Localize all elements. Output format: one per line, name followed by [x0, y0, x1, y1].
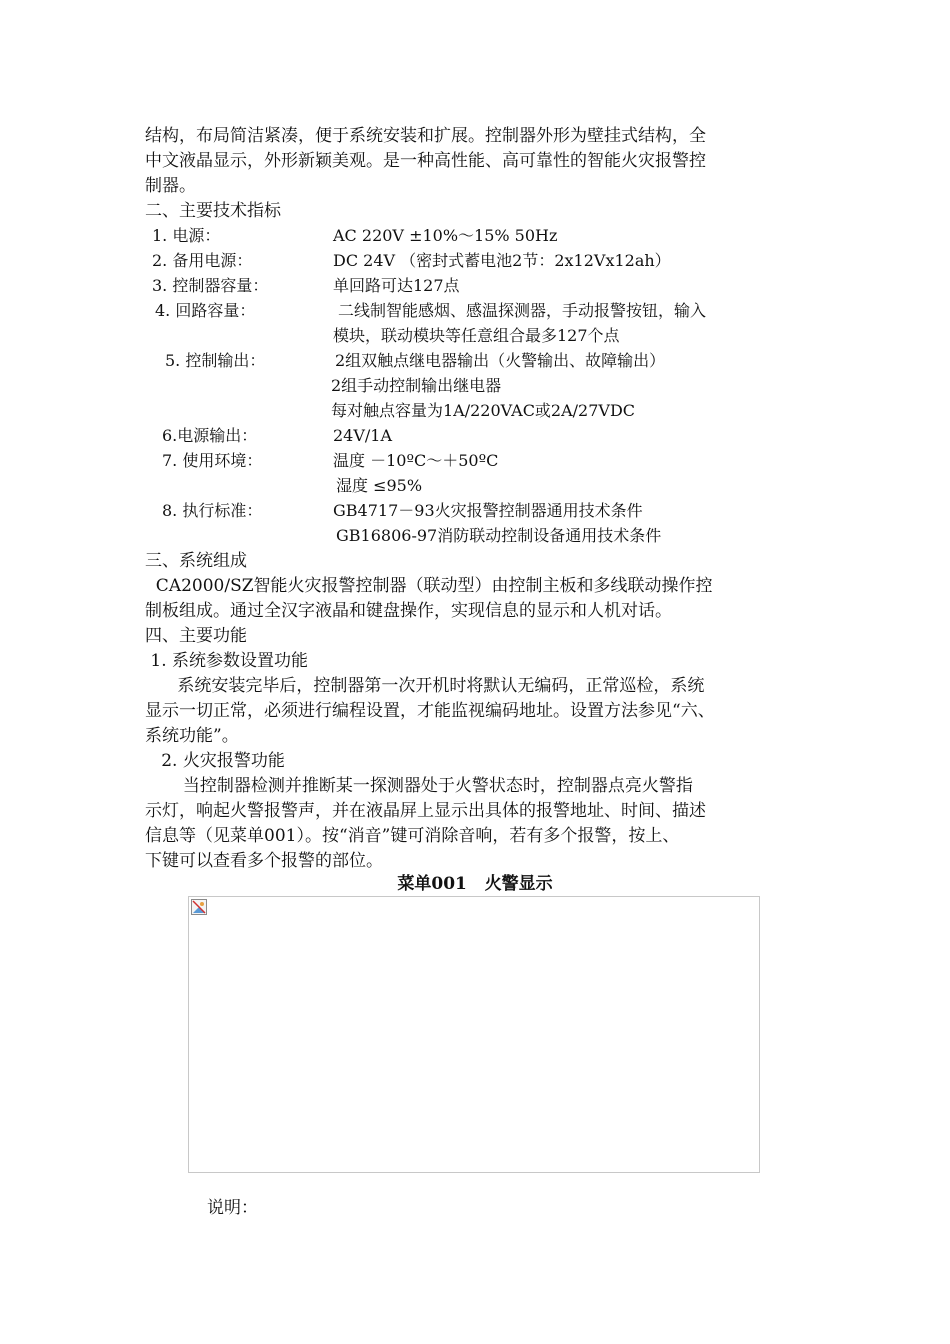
intro-line-2: 中文液晶显示，外形新颖美观。是一种高性能、高可靠性的智能火灾报警控 — [145, 151, 706, 171]
spec-environment-temperature: 温度 －10ºC～＋50ºC — [333, 451, 499, 470]
intro-line-3: 制器。 — [145, 176, 196, 196]
broken-image-icon — [191, 899, 207, 915]
spec-standard-value-1: GB4717－93火灾报警控制器通用技术条件 — [333, 501, 643, 520]
note-label: 说明： — [207, 1198, 258, 1218]
spec-control-output-value-1: 2组双触点继电器输出（火警输出、故障输出） — [335, 351, 666, 370]
section-heading-system: 三、系统组成 — [145, 551, 247, 571]
figure-caption: 菜单001 火警显示 — [397, 874, 553, 894]
spec-power-output-value: 24V/1A — [333, 426, 393, 445]
function-1-line-3: 系统功能”。 — [145, 726, 239, 746]
spec-power-value: AC 220V ±10%～15% 50Hz — [333, 226, 558, 245]
function-2-line-1: 当控制器检测并推断某一探测器处于火警状态时，控制器点亮火警指 — [145, 776, 693, 796]
spec-environment-humidity: 湿度 ≤95% — [336, 476, 423, 495]
spec-control-output-value-3: 每对触点容量为1A/220VAC或2A/27VDC — [331, 401, 636, 420]
system-paragraph-line-2: 制板组成。通过全汉字液晶和键盘操作，实现信息的显示和人机对话。 — [145, 601, 672, 621]
intro-line-1: 结构，布局简洁紧凑，便于系统安装和扩展。控制器外形为壁挂式结构，全 — [145, 126, 706, 146]
spec-capacity-value: 单回路可达127点 — [333, 276, 460, 295]
figure-image-placeholder — [188, 896, 760, 1173]
section-heading-specs: 二、主要技术指标 — [145, 201, 281, 221]
function-2-title: 2. 火灾报警功能 — [145, 751, 285, 771]
section-heading-functions: 四、主要功能 — [145, 626, 247, 646]
system-paragraph-line-1: CA2000/SZ智能火灾报警控制器（联动型）由控制主板和多线联动操作控 — [145, 576, 713, 596]
spec-loop-capacity-value-2: 模块，联动模块等任意组合最多127个点 — [333, 326, 620, 345]
function-2-line-3: 信息等（见菜单001）。按“消音”键可消除音响，若有多个报警，按上、 — [145, 826, 680, 846]
function-1-title: 1. 系统参数设置功能 — [145, 651, 309, 671]
spec-loop-capacity-value-1: 二线制智能感烟、感温探测器，手动报警按钮，输入 — [338, 301, 707, 320]
function-1-line-1: 系统安装完毕后，控制器第一次开机时将默认无编码，正常巡检，系统 — [145, 676, 705, 696]
function-1-line-2: 显示一切正常，必须进行编程设置，才能监视编码地址。设置方法参见“六、 — [145, 701, 715, 721]
function-2-line-2: 示灯，响起火警报警声，并在液晶屏上显示出具体的报警地址、时间、描述 — [145, 801, 706, 821]
spec-backup-power-value: DC 24V （密封式蓄电池2节：2x12Vx12ah） — [333, 251, 671, 270]
function-2-line-4: 下键可以查看多个报警的部位。 — [145, 851, 383, 871]
document-page: 结构，布局简洁紧凑，便于系统安装和扩展。控制器外形为壁挂式结构，全 中文液晶显示，外形新颖美观。是一种高性能、高可靠性的智能火灾报警控 制器。 二、主要技术指标 1. 电源： AC 220V ±10%～15% 50Hz 2. 备用电源： DC 24V （密封式蓄电池2节：2x12Vx12ah） 3. 控制器容量： 单回路可达127点 4. 回路容量： 二线制智能感烟、感温探测器，手动报警按钮，输入 模块，联动模块等任意组合最多127个点 5. 控制输出： 2组双触点继电器输出（火警输出、故障输出） 2组手动控制输出继电器 每对触点容量为1A/220VAC或2A/27VDC 6.电源输出： 24V/1A 7. 使用环境： 温度 －10ºC～＋50ºC 湿度 ≤95% 8. 执行标准： GB4717－93火灾报警控制器通用技术条件 GB16806-97消防联动控制设备通用技术条件 三、系统组成 CA2000/SZ智能火灾报警控制器（联动型）由控制主板和多线联动操作控 制板组成。通过全汉字液晶和键盘操作，实现信息的显示和人机对话。 四、主要功能 1. 系统参数设置功能 系统安装完毕后，控制器第一次开机时将默认无编码，正常巡检，系统 显示一切正常，必须进行编程设置，才能监视编码地址。设置方法参见“六、 系统功能”。 2. 火灾报警功能 当控制器检测并推断某一探测器处于火警状态时，控制器点亮火警指 示灯，响起火警报警声，并在液晶屏上显示出具体的报警地址、时间、描述 信息等（见菜单001）。按“消音”键可消除音响，若有多个报警，按上、 下键可以查看多个报警的部位。 菜单001 火警显示 说明： — [0, 0, 950, 1344]
spec-control-output-value-2: 2组手动控制输出继电器 — [331, 376, 502, 395]
spec-standard-value-2: GB16806-97消防联动控制设备通用技术条件 — [336, 526, 662, 545]
